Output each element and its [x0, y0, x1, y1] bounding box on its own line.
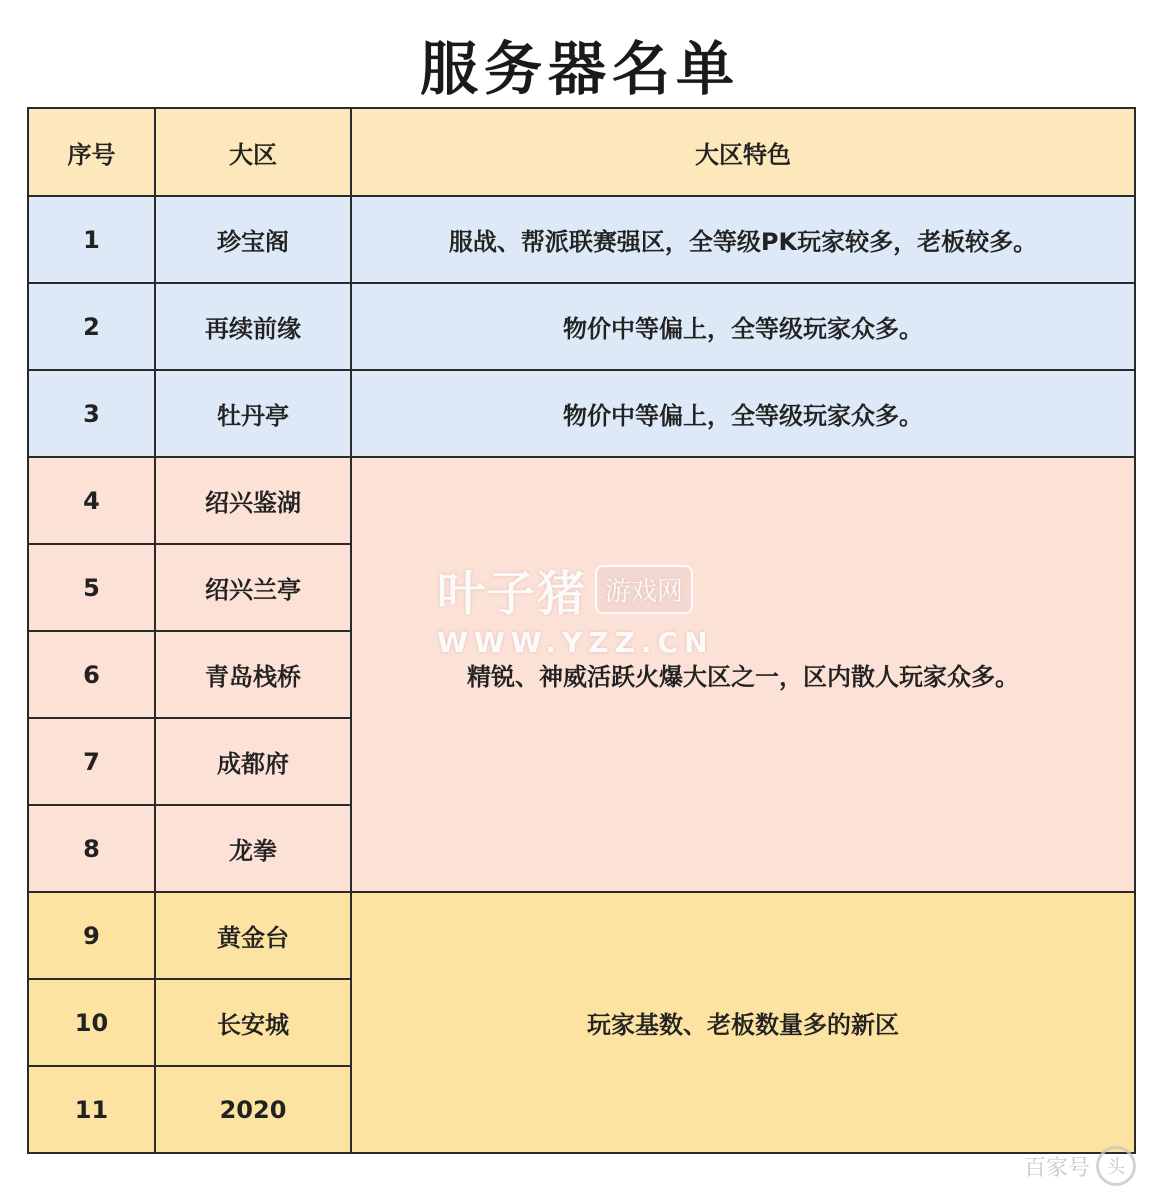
row-index: 1: [28, 196, 155, 283]
table-row: [28, 196, 1135, 283]
row-index: 3: [28, 370, 155, 457]
row-feature: 物价中等偏上，全等级玩家众多。: [351, 370, 1135, 457]
table-row: [28, 370, 1135, 457]
group-feature: 玩家基数、老板数量多的新区: [351, 892, 1135, 1153]
table-row: [28, 283, 1135, 370]
row-index: 6: [28, 631, 155, 718]
corner-logo-icon: 头: [1096, 1146, 1136, 1186]
row-index: 8: [28, 805, 155, 892]
table-header-row: [28, 108, 1135, 196]
table-row: [28, 457, 1135, 544]
row-index: 10: [28, 979, 155, 1066]
header-index: 序号: [28, 108, 155, 196]
row-region: 珍宝阁: [155, 196, 351, 283]
row-region: 2020: [155, 1066, 351, 1153]
row-region: 绍兴鉴湖: [155, 457, 351, 544]
row-region: 绍兴兰亭: [155, 544, 351, 631]
watermark-url: WWW.YZZ.CN: [437, 626, 714, 659]
row-index: 5: [28, 544, 155, 631]
row-feature: 服战、帮派联赛强区，全等级PK玩家较多，老板较多。: [351, 196, 1135, 283]
watermark-badge: 游戏网: [595, 565, 693, 614]
server-table: [27, 107, 1136, 1154]
row-feature: 物价中等偏上，全等级玩家众多。: [351, 283, 1135, 370]
row-region: 再续前缘: [155, 283, 351, 370]
row-index: 9: [28, 892, 155, 979]
row-index: 2: [28, 283, 155, 370]
table-row: [28, 892, 1135, 979]
row-region: 龙拳: [155, 805, 351, 892]
row-region: 青岛栈桥: [155, 631, 351, 718]
group-feature: 精锐、神威活跃火爆大区之一，区内散人玩家众多。: [351, 457, 1135, 892]
row-region: 黄金台: [155, 892, 351, 979]
corner-watermark-text: 百家号: [1023, 1155, 1090, 1181]
row-region: 成都府: [155, 718, 351, 805]
watermark-name: 叶子猪: [437, 566, 588, 622]
corner-watermark: [1024, 1146, 1136, 1186]
row-index: 7: [28, 718, 155, 805]
row-region: 牡丹亭: [155, 370, 351, 457]
row-region: 长安城: [155, 979, 351, 1066]
page-title: 服务器名单: [419, 35, 740, 103]
row-index: 4: [28, 457, 155, 544]
row-index: 11: [28, 1066, 155, 1153]
header-region: 大区: [155, 108, 351, 196]
header-feature: 大区特色: [351, 108, 1135, 196]
